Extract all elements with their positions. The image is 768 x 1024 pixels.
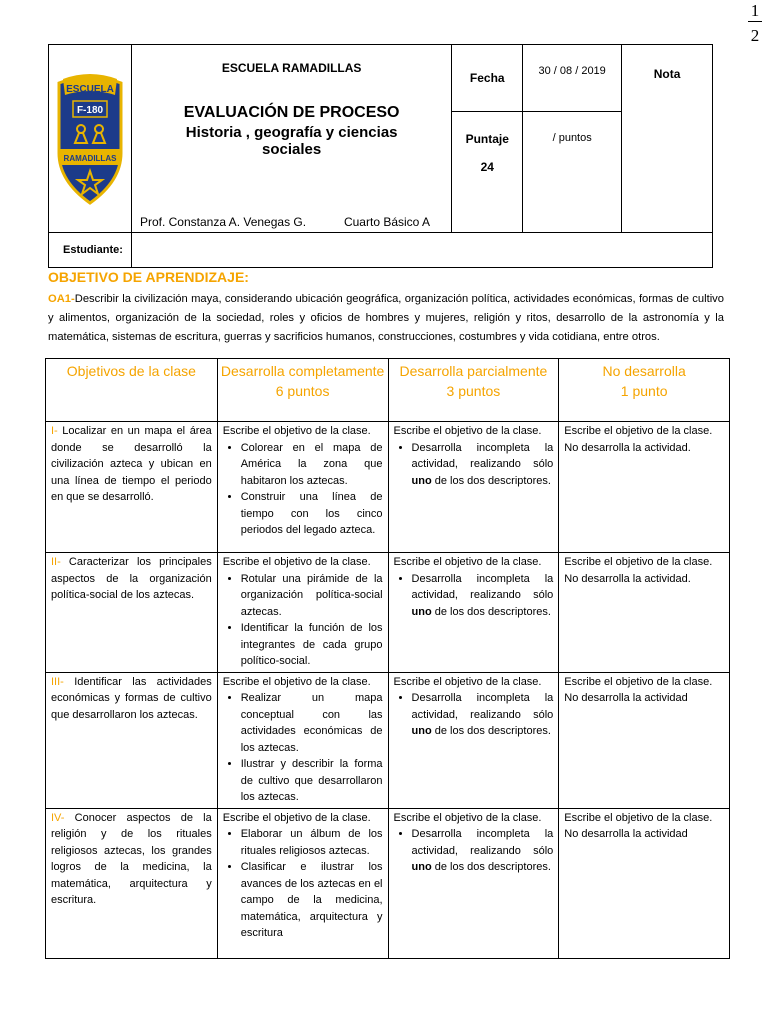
- crest-bottom-text: RAMADILLAS: [63, 153, 117, 163]
- full-cell: Escribe el objetivo de la clase. • Realizar un mapa conceptual con las actividades económicas de los aztecas. • Ilustrar y describir la forma de cultivo que desarrollaron los aztecas.: [217, 672, 388, 808]
- objective-code: OA1-: [48, 293, 75, 305]
- objective-cell: IV- Conocer aspectos de la religión y de los rituales religiosos aztecas, los grandes logros de la medicina, la matemática, arquitectura y escritura.: [46, 808, 218, 958]
- rubric-header-objectives: Objetivos de la clase: [46, 359, 218, 422]
- rubric-header-full: Desarrolla completamente 6 puntos: [217, 359, 388, 422]
- crest-code: F-180: [76, 104, 104, 116]
- rubric-header-row: [46, 359, 730, 422]
- puntaje-total: 24: [480, 160, 494, 174]
- evaluation-title: EVALUACIÓN DE PROCESO: [183, 104, 400, 121]
- title-cell: [131, 45, 451, 233]
- table-row: [46, 808, 730, 958]
- none-cell: Escribe el objetivo de la clase. No desarrolla la actividad.: [559, 422, 730, 553]
- student-label: Estudiante:: [63, 244, 123, 256]
- puntaje-cell: [452, 112, 523, 233]
- student-name-field[interactable]: [131, 233, 712, 268]
- fecha-value: 30 / 08 / 2019: [538, 65, 606, 77]
- fraction-bar: [748, 21, 762, 22]
- fecha-label-cell: [452, 45, 523, 112]
- table-row: [46, 422, 730, 553]
- subject-title: Historia , geografía y ciencias sociales: [185, 124, 398, 158]
- page-number: [748, 2, 762, 44]
- partial-cell: Escribe el objetivo de la clase. • Desarrolla incompleta la actividad, realizando sólo uno de los dos descriptores.: [388, 422, 559, 553]
- teacher-name: Prof. Constanza A. Venegas G.: [139, 215, 307, 229]
- grade-level: Cuarto Básico A: [343, 215, 431, 229]
- page-number-total: 2: [750, 26, 760, 45]
- rubric-table: [45, 358, 730, 959]
- school-name: ESCUELA RAMADILLAS: [221, 61, 362, 75]
- fecha-value-cell[interactable]: [523, 45, 622, 112]
- puntos-value: / puntos: [552, 132, 592, 144]
- partial-cell: Escribe el objetivo de la clase. • Desarrolla incompleta la actividad, realizando sólo uno de los dos descriptores.: [388, 553, 559, 673]
- objective-paragraph: [48, 290, 724, 347]
- rubric-header-partial: Desarrolla parcialmente 3 puntos: [388, 359, 559, 422]
- objective-cell: I- Localizar en un mapa el área donde se desarrolló la civilización azteca y ubican en una línea de tiempo el periodo en que se desarrolló.: [46, 422, 218, 553]
- nota-cell[interactable]: [622, 45, 713, 233]
- partial-cell: Escribe el objetivo de la clase. • Desarrolla incompleta la actividad, realizando sólo uno de los dos descriptores.: [388, 672, 559, 808]
- none-cell: Escribe el objetivo de la clase. No desarrolla la actividad: [559, 808, 730, 958]
- nota-label: Nota: [653, 67, 681, 81]
- fecha-label: Fecha: [469, 71, 505, 85]
- objective-heading: OBJETIVO DE APRENDIZAJE:: [48, 269, 249, 285]
- none-cell: Escribe el objetivo de la clase. No desarrolla la actividad: [559, 672, 730, 808]
- logo-cell: [49, 45, 132, 233]
- table-row: [46, 672, 730, 808]
- puntos-cell[interactable]: [523, 112, 622, 233]
- header-table: [48, 44, 713, 268]
- rubric-header-none: No desarrolla 1 punto: [559, 359, 730, 422]
- page-number-current: 1: [750, 1, 760, 20]
- full-cell: Escribe el objetivo de la clase. • Colorear en el mapa de América la zona que habitaron los aztecas. • Construir una línea de tiempo con los cinco periodos del legado azteca.: [217, 422, 388, 553]
- objective-text: Describir la civilización maya, considerando ubicación geográfica, organización política, actividades económicas, formas de cultivo y alimentos, organización de la sociedad, roles y oficios de hombres y mujeres, religión y ritos, desarrollo de la astronomía y la matemática, sistemas de escritura, guerras y sacrificios humanos, construcciones, costumbres y vida cotidiana, entre otros.: [48, 293, 724, 343]
- table-row: [46, 553, 730, 673]
- none-cell: Escribe el objetivo de la clase. No desarrolla la actividad.: [559, 553, 730, 673]
- objective-cell: III- Identificar las actividades económicas y formas de cultivo que desarrollaron los aztecas.: [46, 672, 218, 808]
- full-cell: Escribe el objetivo de la clase. • Rotular una pirámide de la organización política-social aztecas. • Identificar la función de los integrantes de cada grupo político-social.: [217, 553, 388, 673]
- partial-cell: Escribe el objetivo de la clase. • Desarrolla incompleta la actividad, realizando sólo uno de los dos descriptores.: [388, 808, 559, 958]
- puntaje-label: Puntaje: [465, 132, 509, 146]
- school-crest-logo: [55, 73, 125, 205]
- crest-top-text: ESCUELA: [66, 83, 114, 95]
- student-label-cell: [49, 233, 132, 268]
- objective-cell: II- Caracterizar los principales aspectos de la organización política-social de los aztecas.: [46, 553, 218, 673]
- full-cell: Escribe el objetivo de la clase. • Elaborar un álbum de los rituales religiosos aztecas. • Clasificar e ilustrar los avances de los aztecas en el campo de la medicina, matemática, arquitectura y escritura: [217, 808, 388, 958]
